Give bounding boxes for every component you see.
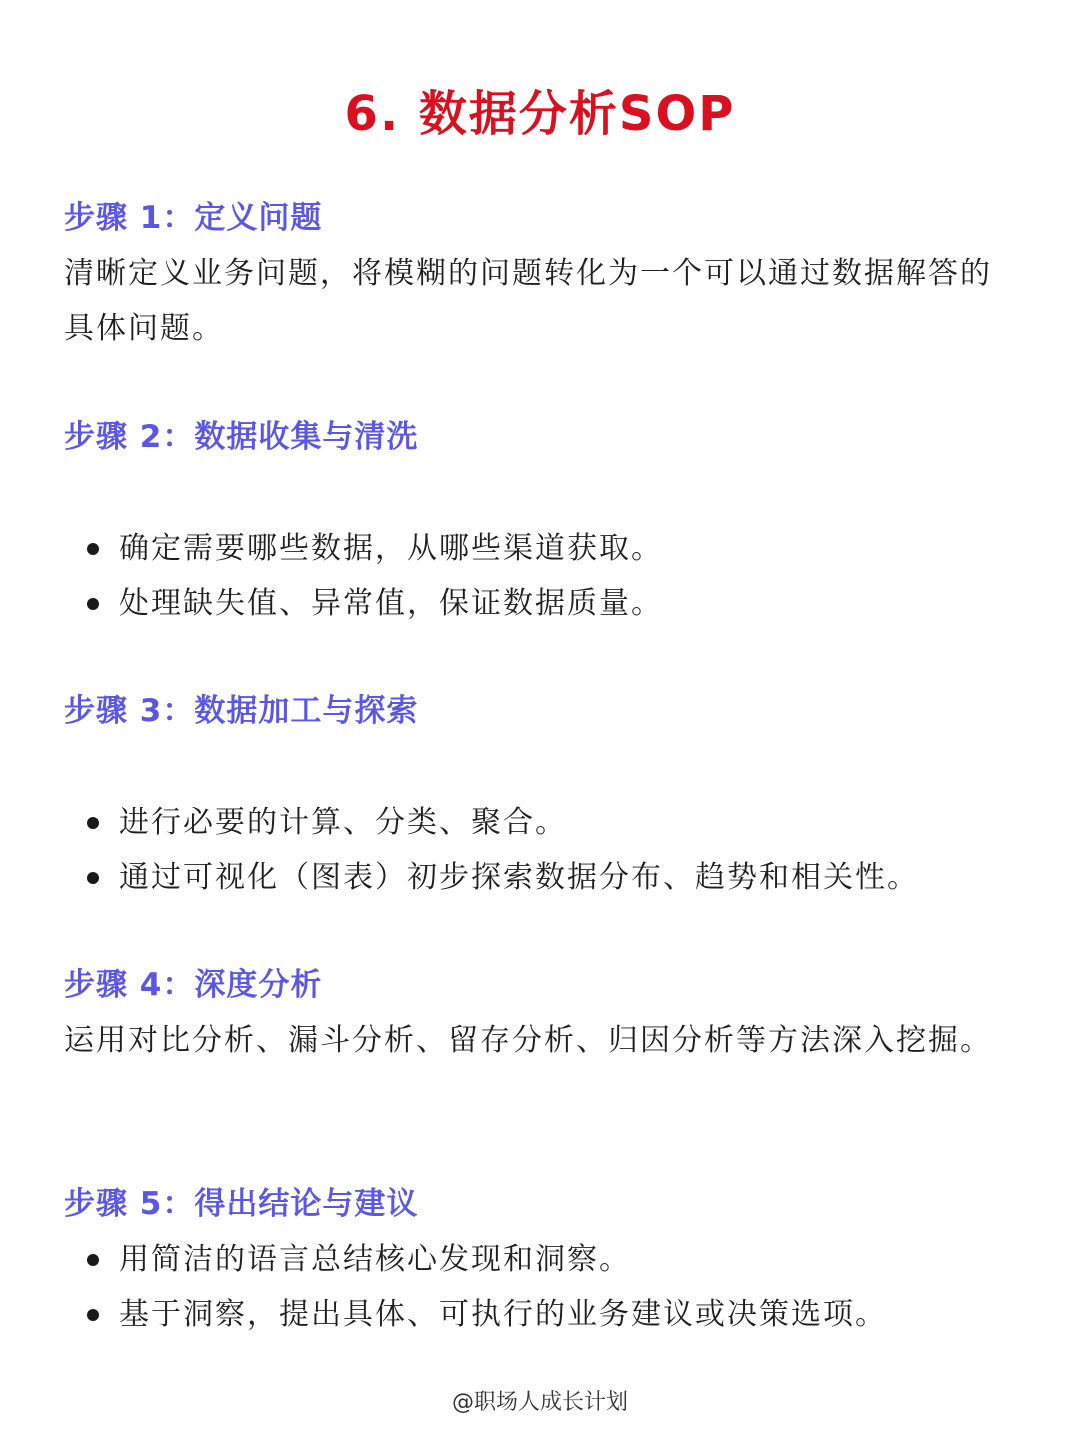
list-item [64, 850, 1014, 905]
step-3-heading: 步骤 3：数据加工与探索 [64, 693, 419, 729]
list-item [64, 1287, 1014, 1342]
list-item-text: 通过可视化（图表）初步探索数据分布、趋势和相关性。 [119, 860, 919, 895]
step-1-heading: 步骤 1：定义问题 [64, 200, 323, 236]
bullet-icon [87, 1309, 99, 1321]
page-title: 6. 数据分析SOP [344, 86, 736, 142]
step-1-body: 清晰定义业务问题，将模糊的问题转化为一个可以通过数据解答的具体问题。 [64, 256, 992, 346]
list-item-text: 基于洞察，提出具体、可执行的业务建议或决策选项。 [119, 1297, 887, 1332]
step-4-body: 运用对比分析、漏斗分析、留存分析、归因分析等方法深入挖掘。 [64, 1023, 992, 1058]
bullet-icon [87, 872, 99, 884]
bullet-icon [87, 1254, 99, 1266]
list-item [64, 576, 1014, 631]
step-5-list [64, 1232, 1014, 1342]
step-5-heading: 步骤 5：得出结论与建议 [64, 1186, 419, 1222]
list-item-text: 确定需要哪些数据，从哪些渠道获取。 [119, 531, 663, 566]
step-4-heading: 步骤 4：深度分析 [64, 967, 323, 1003]
list-item [64, 795, 1014, 850]
list-item-text: 进行必要的计算、分类、聚合。 [119, 805, 567, 840]
list-item [64, 521, 1014, 576]
step-3-list [64, 795, 1014, 905]
step-2-heading: 步骤 2：数据收集与清洗 [64, 419, 419, 455]
bullet-icon [87, 817, 99, 829]
footer-credit: @职场人成长计划 [451, 1390, 628, 1415]
list-item-text: 用简洁的语言总结核心发现和洞察。 [119, 1242, 631, 1277]
list-item [64, 1232, 1014, 1287]
bullet-icon [87, 598, 99, 610]
list-item-text: 处理缺失值、异常值，保证数据质量。 [119, 586, 663, 621]
bullet-icon [87, 543, 99, 555]
step-2-list [64, 521, 1014, 631]
